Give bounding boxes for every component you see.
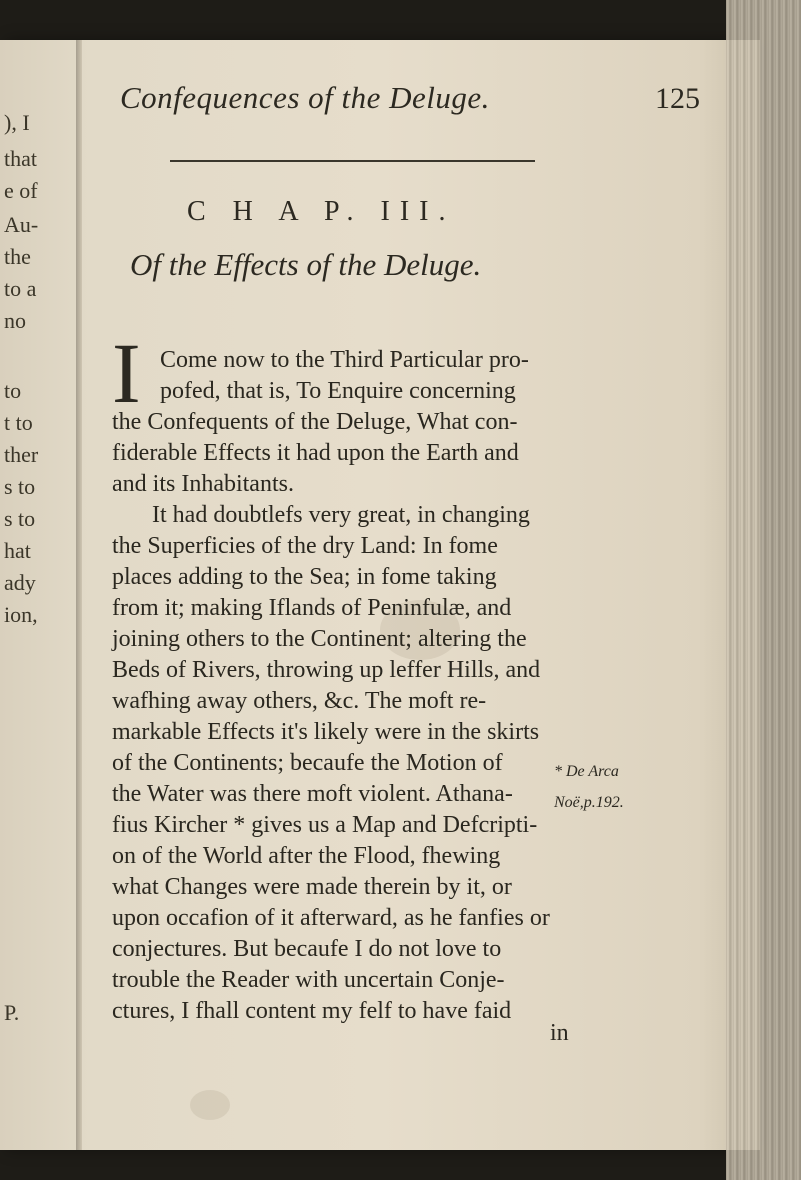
bleed-line: that: [4, 146, 37, 171]
body-line: pofed, that is, To Enquire concerning: [160, 378, 516, 404]
body-line: the Superficies of the dry Land: In fome: [112, 533, 498, 559]
body-line: markable Effects it's likely were in the skirts: [112, 719, 540, 745]
body-line: joining others to the Continent; altering the: [112, 626, 527, 652]
bleed-line: to a: [4, 276, 37, 301]
bleed-line: to: [4, 378, 22, 403]
chapter-heading: C H A P. III.: [187, 196, 456, 227]
bleed-line: t to: [4, 410, 33, 435]
body-line: and its Inhabitants.: [112, 471, 294, 497]
paper-stain: [190, 1090, 230, 1120]
body-line: what Changes were made therein by it, or: [112, 874, 512, 900]
margin-note-line: Noë,p.192.: [554, 794, 624, 811]
bleed-line: the: [4, 244, 31, 269]
bleed-line: ther: [4, 442, 39, 467]
header-rule: [170, 160, 535, 162]
body-line: It had doubtlefs very great, in changing: [152, 502, 530, 528]
body-line: conjectures. But becaufe I do not love to: [112, 936, 502, 962]
bleed-line: e of: [4, 178, 38, 203]
body-line: fius Kircher * gives us a Map and Defcripti-: [112, 812, 538, 838]
facing-page-bleed: [0, 40, 80, 1150]
body-line: fiderable Effects it had upon the Earth and: [112, 440, 519, 466]
running-head: Confequences of the Deluge.: [120, 80, 490, 115]
body-line: trouble the Reader with uncertain Conje-: [112, 967, 505, 993]
body-line: ctures, I fhall content my felf to have faid: [112, 998, 512, 1024]
margin-note-line: * De Arca: [554, 763, 619, 780]
margin-note: [554, 756, 754, 818]
page-number: 125: [655, 82, 700, 115]
body-line: from it; making Iflands of Peninfulæ, and: [112, 595, 512, 621]
bleed-line: ), I: [4, 110, 30, 135]
body-line: on of the World after the Flood, fhewing: [112, 843, 501, 869]
bleed-line: P.: [4, 1000, 20, 1025]
bleed-line: hat: [4, 538, 31, 563]
chapter-title: Of the Effects of the Deluge.: [130, 247, 482, 282]
bleed-line: ady: [4, 570, 36, 595]
drop-cap: I: [112, 325, 141, 421]
body-line: places adding to the Sea; in fome taking: [112, 564, 497, 590]
bleed-line: ion,: [4, 602, 38, 627]
page-edges: [726, 0, 801, 1180]
body-text: [112, 345, 622, 1027]
bleed-line: Au-: [4, 212, 39, 237]
catchword: in: [550, 1020, 569, 1046]
bleed-line: s to: [4, 474, 36, 499]
body-line: the Water was there moft violent. Athana-: [112, 781, 513, 807]
body-line: Beds of Rivers, throwing up leffer Hills, and: [112, 657, 541, 683]
body-line: upon occafion of it afterward, as he fanfies or: [112, 905, 550, 931]
bleed-line: no: [4, 308, 26, 333]
body-line: the Confequents of the Deluge, What con-: [112, 409, 518, 435]
bleed-line: s to: [4, 506, 36, 531]
body-line: Come now to the Third Particular pro-: [160, 347, 529, 373]
body-line: of the Continents; becaufe the Motion of: [112, 750, 503, 776]
body-line: wafhing away others, &c. The moft re-: [112, 688, 487, 714]
